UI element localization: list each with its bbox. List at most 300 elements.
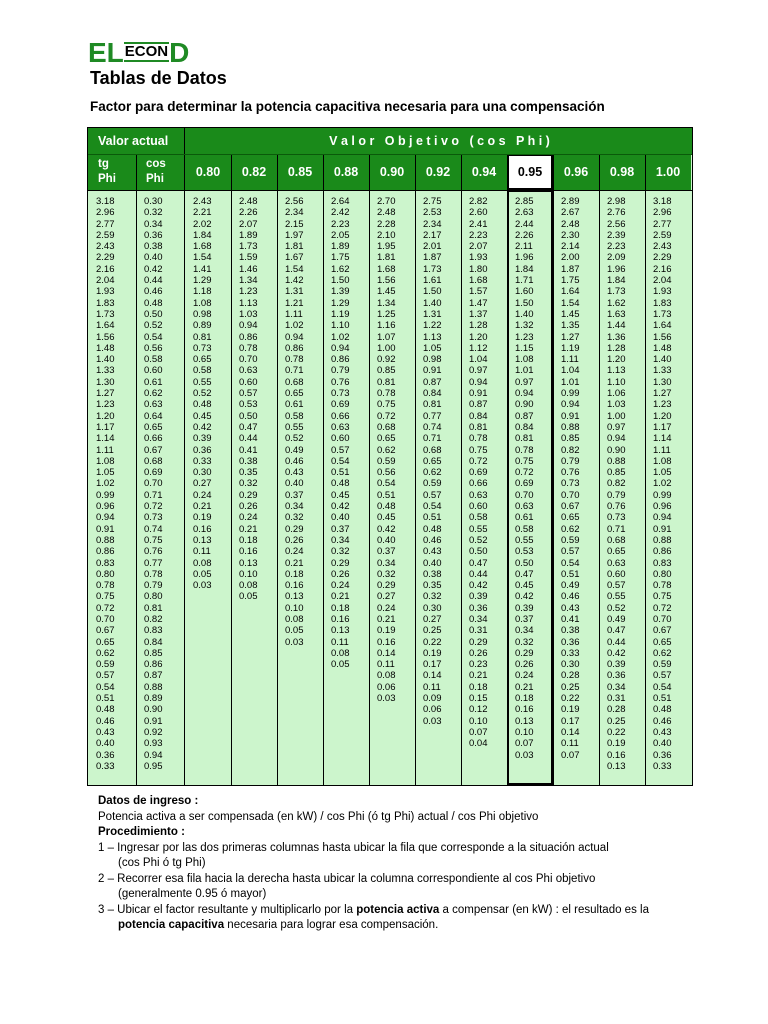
step-3-cont: potencia capacitiva necesaria para lograr esa compensación. xyxy=(118,919,439,931)
table-cell: 1.28 xyxy=(469,320,488,332)
table-cell: 0.48 xyxy=(331,478,350,490)
table-cell: 0.72 xyxy=(653,602,672,614)
table-cell: 1.39 xyxy=(331,286,350,298)
column-target-10 xyxy=(653,196,672,772)
table-cell: 1.23 xyxy=(653,399,672,411)
table-cell: 0.63 xyxy=(515,501,534,513)
table-cell: 0.57 xyxy=(423,489,442,501)
table-cell: 0.45 xyxy=(193,410,212,422)
table-cell: 0.34 xyxy=(469,613,488,625)
table-cell: 1.27 xyxy=(96,388,115,400)
table-cell: 1.62 xyxy=(607,297,626,309)
table-cell: 0.39 xyxy=(515,602,534,614)
table-cell: 0.56 xyxy=(377,467,396,479)
table-cell: 1.48 xyxy=(96,342,115,354)
table-cell: 0.87 xyxy=(144,670,163,682)
column-separator xyxy=(645,154,646,785)
table-cell: 1.64 xyxy=(96,320,115,332)
table-cell: 0.08 xyxy=(193,557,212,569)
table-cell: 1.04 xyxy=(561,365,580,377)
table-cell: 1.97 xyxy=(285,229,304,241)
table-cell: 2.07 xyxy=(469,241,488,253)
table-cell: 0.36 xyxy=(144,229,163,241)
table-cell: 1.22 xyxy=(423,320,442,332)
brand-logo xyxy=(88,37,190,68)
table-cell: 0.82 xyxy=(561,444,580,456)
column-target-2 xyxy=(285,196,304,648)
table-cell: 0.16 xyxy=(193,523,212,535)
table-cell: 0.79 xyxy=(607,489,626,501)
table-cell: 0.50 xyxy=(144,308,163,320)
table-cell: 0.60 xyxy=(239,376,258,388)
table-cell: 0.70 xyxy=(96,613,115,625)
table-cell: 0.13 xyxy=(515,715,534,727)
table-cell: 0.96 xyxy=(653,501,672,513)
table-cell: 0.22 xyxy=(607,726,626,738)
table-cell: 0.67 xyxy=(561,501,580,513)
table-cell: 0.71 xyxy=(423,433,442,445)
table-cell: 1.23 xyxy=(96,399,115,411)
logo-mid: ECON xyxy=(124,43,169,60)
table-cell: 0.18 xyxy=(239,534,258,546)
table-cell: 1.02 xyxy=(96,478,115,490)
table-cell: 0.14 xyxy=(377,647,396,659)
table-cell: 0.70 xyxy=(239,354,258,366)
table-cell: 0.42 xyxy=(193,421,212,433)
table-cell: 0.49 xyxy=(561,580,580,592)
table-cell: 0.42 xyxy=(331,501,350,513)
table-cell: 2.56 xyxy=(607,218,626,230)
table-cell: 0.49 xyxy=(285,444,304,456)
table-cell: 3.18 xyxy=(653,196,672,207)
table-cell: 1.30 xyxy=(96,376,115,388)
column-separator xyxy=(136,154,137,785)
table-cell: 0.32 xyxy=(423,591,442,603)
table-cell: 0.74 xyxy=(144,523,163,535)
table-cell: 1.27 xyxy=(653,388,672,400)
table-cell: 0.73 xyxy=(193,342,212,354)
table-cell: 2.17 xyxy=(423,229,442,241)
table-cell: 2.96 xyxy=(96,207,115,219)
table-cell: 1.04 xyxy=(469,354,488,366)
table-cell: 0.91 xyxy=(144,715,163,727)
col-header-tg-phi: tg Phi xyxy=(88,154,136,190)
table-cell: 0.16 xyxy=(331,613,350,625)
table-cell: 1.75 xyxy=(331,252,350,264)
table-cell: 0.47 xyxy=(607,625,626,637)
table-cell: 0.80 xyxy=(653,568,672,580)
table-cell: 1.17 xyxy=(96,421,115,433)
table-cell: 0.81 xyxy=(469,421,488,433)
table-cell: 1.07 xyxy=(377,331,396,343)
table-cell: 0.08 xyxy=(239,580,258,592)
table-cell: 1.57 xyxy=(469,286,488,298)
table-cell: 1.45 xyxy=(561,308,580,320)
table-cell: 1.25 xyxy=(377,308,396,320)
table-cell: 0.63 xyxy=(144,399,163,411)
table-cell: 0.55 xyxy=(285,421,304,433)
table-cell: 0.73 xyxy=(561,478,580,490)
table-cell: 0.99 xyxy=(96,489,115,501)
col-header-target-10: 1.00 xyxy=(645,154,691,190)
table-cell: 2.48 xyxy=(377,207,396,219)
column-separator xyxy=(369,154,370,785)
table-cell: 0.74 xyxy=(423,421,442,433)
table-cell: 0.54 xyxy=(144,331,163,343)
header-divider xyxy=(88,190,693,191)
table-cell: 0.38 xyxy=(239,455,258,467)
table-cell: 0.57 xyxy=(239,388,258,400)
col-header-cos-phi: cos Phi xyxy=(136,154,184,190)
table-cell: 2.05 xyxy=(331,229,350,241)
table-cell: 1.80 xyxy=(469,263,488,275)
table-cell: 1.50 xyxy=(515,297,534,309)
table-cell: 0.44 xyxy=(469,568,488,580)
table-cell: 1.34 xyxy=(239,275,258,287)
table-cell: 0.18 xyxy=(469,681,488,693)
table-cell: 0.85 xyxy=(377,365,396,377)
table-cell: 0.76 xyxy=(607,501,626,513)
table-cell: 0.85 xyxy=(607,467,626,479)
header-target-value: V a l o r O b j e t i v o ( c o s P h i ) xyxy=(185,128,693,154)
header-divider-top xyxy=(88,154,693,155)
table-cell: 0.24 xyxy=(239,512,258,524)
table-cell: 0.37 xyxy=(515,613,534,625)
table-cell: 0.08 xyxy=(377,670,396,682)
step-1: 1 – Ingresar por las dos primeras columnas hasta ubicar la fila que corresponde a la situación actual xyxy=(98,841,609,854)
table-cell: 0.34 xyxy=(331,534,350,546)
table-cell: 1.21 xyxy=(285,297,304,309)
table-cell: 2.43 xyxy=(653,241,672,253)
table-cell: 1.01 xyxy=(561,376,580,388)
table-cell: 0.88 xyxy=(144,681,163,693)
table-cell: 1.42 xyxy=(285,275,304,287)
table-cell: 1.18 xyxy=(193,286,212,298)
table-cell: 0.95 xyxy=(144,760,163,772)
table-cell: 2.16 xyxy=(653,263,672,275)
table-cell: 1.73 xyxy=(239,241,258,253)
table-cell: 1.89 xyxy=(239,229,258,241)
table-cell: 0.59 xyxy=(423,478,442,490)
table-cell: 0.91 xyxy=(469,388,488,400)
table-cell: 0.52 xyxy=(285,433,304,445)
table-cell: 0.64 xyxy=(144,410,163,422)
table-cell: 0.32 xyxy=(144,207,163,219)
table-cell: 1.28 xyxy=(607,342,626,354)
table-cell: 2.42 xyxy=(331,207,350,219)
table-cell: 1.11 xyxy=(653,444,671,456)
table-cell: 2.59 xyxy=(653,229,672,241)
table-cell: 2.98 xyxy=(607,196,626,207)
column-separator xyxy=(277,154,278,785)
table-cell: 0.25 xyxy=(607,715,626,727)
table-cell: 0.86 xyxy=(96,546,115,558)
table-cell: 0.83 xyxy=(96,557,115,569)
table-cell: 2.23 xyxy=(469,229,488,241)
table-cell: 0.03 xyxy=(193,580,212,592)
table-cell: 0.16 xyxy=(607,749,626,761)
table-cell: 0.43 xyxy=(96,726,115,738)
table-cell: 1.31 xyxy=(423,308,442,320)
table-cell: 2.30 xyxy=(561,229,580,241)
table-cell: 0.05 xyxy=(239,591,258,603)
table-cell: 0.29 xyxy=(515,647,534,659)
table-cell: 0.78 xyxy=(239,342,258,354)
table-cell: 0.89 xyxy=(193,320,212,332)
table-cell: 0.51 xyxy=(561,568,580,580)
table-cell: 0.76 xyxy=(331,376,350,388)
table-cell: 0.26 xyxy=(515,659,534,671)
table-cell: 0.24 xyxy=(285,546,304,558)
table-cell: 0.21 xyxy=(377,613,396,625)
col-header-target-5: 0.92 xyxy=(415,154,461,190)
table-cell: 0.39 xyxy=(607,659,626,671)
table-cell: 1.29 xyxy=(193,275,212,287)
table-cell: 0.72 xyxy=(377,410,396,422)
table-cell: 0.75 xyxy=(377,399,396,411)
table-cell: 0.25 xyxy=(423,625,442,637)
table-cell: 0.32 xyxy=(239,478,258,490)
table-cell: 0.42 xyxy=(607,647,626,659)
table-cell: 0.34 xyxy=(285,501,304,513)
table-cell: 0.81 xyxy=(423,399,442,411)
step-1-note: (cos Phi ó tg Phi) xyxy=(118,857,206,869)
table-cell: 0.43 xyxy=(423,546,442,558)
table-cell: 0.67 xyxy=(96,625,115,637)
table-cell: 0.73 xyxy=(607,512,626,524)
table-cell: 0.54 xyxy=(377,478,396,490)
table-cell: 1.83 xyxy=(653,297,672,309)
table-cell: 0.75 xyxy=(469,444,488,456)
table-cell: 1.54 xyxy=(193,252,212,264)
table-cell: 2.77 xyxy=(96,218,115,230)
column-separator xyxy=(231,154,232,785)
table-cell: 0.99 xyxy=(561,388,580,400)
table-cell: 0.40 xyxy=(653,738,672,750)
table-cell: 0.91 xyxy=(653,523,672,535)
step-2-note: (generalmente 0.95 ó mayor) xyxy=(118,888,267,900)
table-cell: 0.82 xyxy=(607,478,626,490)
table-cell: 2.02 xyxy=(193,218,212,230)
table-cell: 0.19 xyxy=(607,738,626,750)
table-cell: 0.45 xyxy=(331,489,350,501)
table-cell: 2.34 xyxy=(285,207,304,219)
table-cell: 0.30 xyxy=(193,467,212,479)
table-cell: 0.49 xyxy=(607,613,626,625)
table-cell: 0.61 xyxy=(144,376,163,388)
table-cell: 2.67 xyxy=(561,207,580,219)
table-cell: 1.40 xyxy=(515,308,534,320)
table-cell: 0.38 xyxy=(144,241,163,253)
table-cell: 1.45 xyxy=(377,286,396,298)
table-cell: 0.53 xyxy=(239,399,258,411)
table-cell: 1.03 xyxy=(607,399,626,411)
table-cell: 0.57 xyxy=(96,670,115,682)
table-cell: 1.41 xyxy=(193,263,212,275)
table-cell: 0.36 xyxy=(607,670,626,682)
column-separator xyxy=(553,154,554,785)
table-cell: 2.96 xyxy=(653,207,672,219)
table-cell: 2.76 xyxy=(607,207,626,219)
table-cell: 0.97 xyxy=(607,421,626,433)
column-target-1 xyxy=(239,196,258,603)
table-cell: 0.79 xyxy=(144,580,163,592)
table-cell: 1.56 xyxy=(96,331,115,343)
table-cell: 2.53 xyxy=(423,207,442,219)
table-cell: 1.13 xyxy=(239,297,258,309)
table-cell: 0.05 xyxy=(193,568,212,580)
column-target-5 xyxy=(423,196,442,727)
col-header-target-0: 0.80 xyxy=(185,154,231,190)
table-cell: 1.83 xyxy=(96,297,115,309)
table-cell: 1.11 xyxy=(96,444,114,456)
table-cell: 0.88 xyxy=(607,455,626,467)
table-cell: 0.78 xyxy=(653,580,672,592)
step-3: 3 – Ubicar el factor resultante y multiplicarlo por la potencia activa a compensar (en kW) : el resultado es la xyxy=(98,903,649,916)
table-cell: 1.37 xyxy=(469,308,488,320)
table-cell: 0.16 xyxy=(239,546,258,558)
table-cell: 0.10 xyxy=(285,602,304,614)
table-cell: 1.46 xyxy=(239,263,258,275)
table-cell: 1.81 xyxy=(285,241,304,253)
table-cell: 0.70 xyxy=(561,489,580,501)
table-cell: 2.63 xyxy=(515,207,534,219)
table-cell: 0.47 xyxy=(515,568,534,580)
table-cell: 1.36 xyxy=(607,331,626,343)
table-cell: 1.62 xyxy=(331,263,350,275)
table-cell: 0.58 xyxy=(515,523,534,535)
table-cell: 0.07 xyxy=(561,749,580,761)
table-cell: 0.86 xyxy=(653,546,672,558)
table-cell: 0.23 xyxy=(469,659,488,671)
table-cell: 1.64 xyxy=(561,286,580,298)
table-cell: 0.33 xyxy=(193,455,212,467)
table-cell: 0.29 xyxy=(239,489,258,501)
col-header-target-6: 0.94 xyxy=(461,154,507,190)
table-cell: 1.33 xyxy=(653,365,672,377)
procedure-title: Procedimiento : xyxy=(98,826,185,838)
table-cell: 0.58 xyxy=(193,365,212,377)
table-cell: 1.96 xyxy=(607,263,626,275)
table-cell: 1.40 xyxy=(423,297,442,309)
table-cell: 1.81 xyxy=(377,252,396,264)
table-cell: 2.43 xyxy=(193,196,212,207)
table-cell: 0.94 xyxy=(561,399,580,411)
table-cell: 0.19 xyxy=(423,647,442,659)
table-cell: 0.76 xyxy=(144,546,163,558)
table-cell: 0.39 xyxy=(469,591,488,603)
table-cell: 1.00 xyxy=(377,342,396,354)
table-cell: 0.12 xyxy=(469,704,488,716)
ingreso-title: Datos de ingreso : xyxy=(98,795,199,807)
table-cell: 0.29 xyxy=(331,557,350,569)
table-cell: 0.18 xyxy=(515,693,534,705)
table-cell: 0.26 xyxy=(285,534,304,546)
table-cell: 0.68 xyxy=(423,444,442,456)
table-cell: 0.75 xyxy=(515,455,534,467)
table-cell: 1.84 xyxy=(193,229,212,241)
table-cell: 2.89 xyxy=(561,196,580,207)
column-tg-phi xyxy=(96,196,115,772)
table-cell: 0.54 xyxy=(423,501,442,513)
table-cell: 0.75 xyxy=(653,591,672,603)
table-cell: 2.01 xyxy=(423,241,442,253)
table-cell: 0.51 xyxy=(331,467,350,479)
table-cell: 0.44 xyxy=(144,275,163,287)
table-cell: 1.84 xyxy=(515,263,534,275)
table-cell: 1.02 xyxy=(653,478,672,490)
table-cell: 0.10 xyxy=(469,715,488,727)
table-cell: 1.56 xyxy=(377,275,396,287)
table-cell: 0.78 xyxy=(377,388,396,400)
col-header-target-3: 0.88 xyxy=(323,154,369,190)
column-target-9 xyxy=(607,196,626,772)
table-cell: 0.03 xyxy=(423,715,442,727)
table-cell: 1.89 xyxy=(331,241,350,253)
table-cell: 0.03 xyxy=(515,749,534,761)
table-cell: 0.36 xyxy=(653,749,672,761)
table-cell: 1.40 xyxy=(653,354,672,366)
table-cell: 0.32 xyxy=(377,568,396,580)
table-cell: 0.65 xyxy=(96,636,115,648)
table-cell: 0.30 xyxy=(423,602,442,614)
table-cell: 2.29 xyxy=(653,252,672,264)
table-cell: 0.54 xyxy=(653,681,672,693)
table-cell: 0.80 xyxy=(144,591,163,603)
table-cell: 1.02 xyxy=(285,320,304,332)
table-cell: 1.23 xyxy=(239,286,258,298)
table-cell: 0.68 xyxy=(607,534,626,546)
table-cell: 0.63 xyxy=(331,421,350,433)
table-cell: 0.35 xyxy=(239,467,258,479)
table-cell: 0.84 xyxy=(469,410,488,422)
table-cell: 1.73 xyxy=(96,308,115,320)
ingreso-text: Potencia activa a ser compensada (en kW) / cos Phi (ó tg Phi) actual / cos Phi objetivo xyxy=(98,810,539,823)
table-cell: 0.67 xyxy=(144,444,163,456)
table-cell: 0.08 xyxy=(285,613,304,625)
table-cell: 2.60 xyxy=(469,207,488,219)
table-cell: 0.21 xyxy=(239,523,258,535)
page-subtitle: Factor para determinar la potencia capacitiva necesaria para una compensación xyxy=(90,99,605,114)
table-cell: 0.43 xyxy=(561,602,580,614)
table-cell: 0.43 xyxy=(285,467,304,479)
table-cell: 0.21 xyxy=(331,591,350,603)
table-cell: 2.41 xyxy=(469,218,488,230)
table-cell: 1.19 xyxy=(561,342,580,354)
table-cell: 2.21 xyxy=(193,207,212,219)
table-cell: 1.34 xyxy=(377,297,396,309)
table-cell: 1.16 xyxy=(377,320,396,332)
table-cell: 0.94 xyxy=(331,342,350,354)
table-cell: 0.18 xyxy=(285,568,304,580)
table-cell: 0.62 xyxy=(144,388,163,400)
table-cell: 0.47 xyxy=(469,557,488,569)
column-separator xyxy=(461,154,462,785)
table-cell: 0.36 xyxy=(193,444,212,456)
table-cell: 1.10 xyxy=(607,376,626,388)
table-cell: 0.52 xyxy=(144,320,163,332)
table-cell: 0.72 xyxy=(469,455,488,467)
column-separator xyxy=(507,154,508,785)
table-cell: 0.17 xyxy=(423,659,442,671)
column-cos-phi xyxy=(144,196,163,772)
table-cell: 1.17 xyxy=(653,421,672,433)
table-cell: 0.66 xyxy=(144,433,163,445)
table-cell: 0.52 xyxy=(469,534,488,546)
table-cell: 0.41 xyxy=(561,613,580,625)
table-cell: 0.62 xyxy=(423,467,442,479)
table-cell: 0.44 xyxy=(607,636,626,648)
